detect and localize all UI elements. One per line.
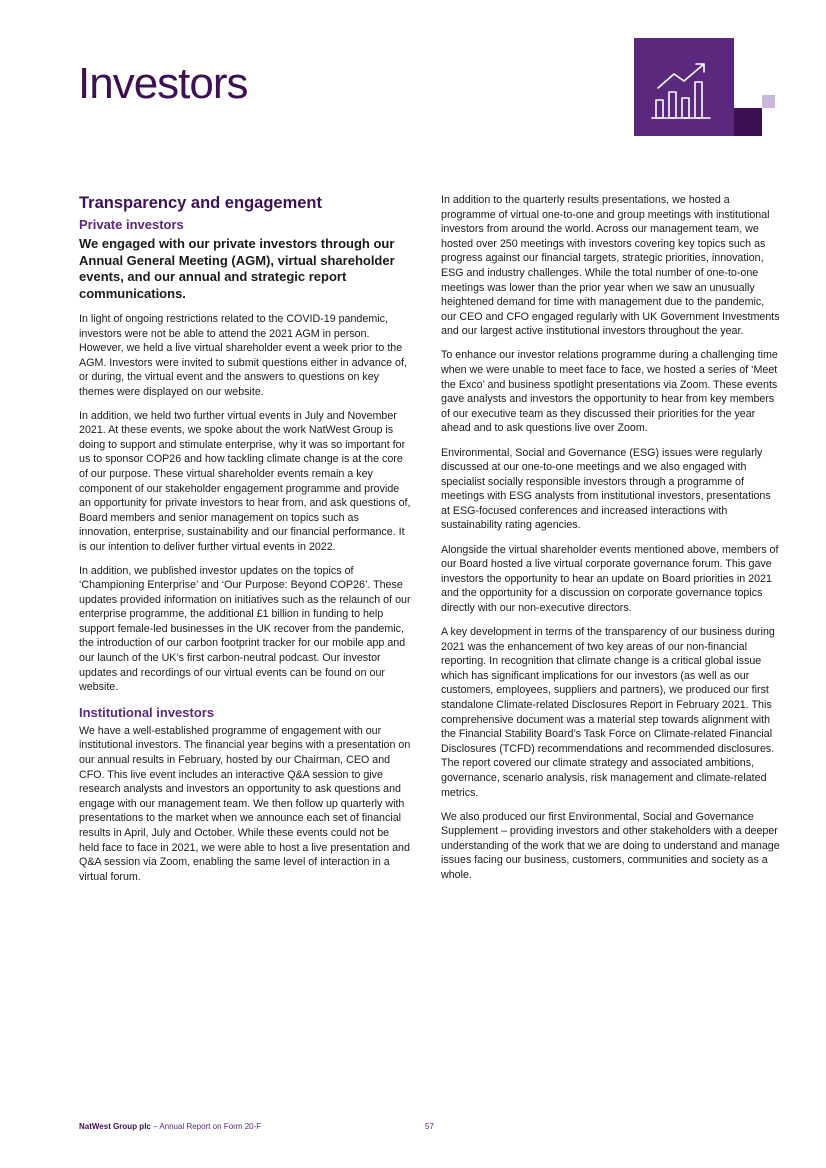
decorative-square-dark — [734, 108, 762, 136]
page-number: 57 — [425, 1122, 434, 1131]
paragraph: We also produced our first Environmental, Social and Governance Supplement – providing investors and other stakeholders with a deeper understanding of the work that we are doing to understand and manage issues facing our business, customers, communities and society as a whole. — [441, 810, 780, 882]
footer-report-name: Annual Report on Form 20-F — [159, 1122, 262, 1131]
left-column — [79, 193, 412, 884]
paragraph: In addition, we published investor updates on the topics of ‘Championing Enterprise’ and ‘Our Purpose: Beyond COP26’. These updates provided information on initiatives such as the relaunch of our enterprise programme, the additional £1 billion in funding to help support female-led businesses in the UK recover from the pandemic, the introduction of our carbon footprint tracker for our mobile app and our launch of the UK’s first carbon-neutral podcast. Our investor updates and recordings of our virtual events can be found on our website. — [79, 564, 411, 694]
paragraph: Environmental, Social and Governance (ESG) issues were regularly discussed at our one-to-one meetings and we also engaged with specialist socially responsible investors through a programme of meetings with ESG analysts from institutional investors, presentations at ESG-focused conferences and increased interactions with sustainability rating agencies. — [441, 446, 771, 532]
paragraph: We have a well-established programme of engagement with our institutional investors. The financial year begins with a presentation on our annual results in February, hosted by our Chairman, CEO and CFO. This live event includes an interactive Q&A session to give research analysts and investors an opportunity to ask questions and engage with our management team. We then follow up quarterly with presentations to the market when we announce each set of financial results in April, July and October. While these events could not be held face to face in 2021, we were able to host a live presentation and Q&A session via Zoom, enabling the same level of interaction in a virtual forum. — [79, 724, 411, 883]
lead-paragraph: We engaged with our private investors through our Annual General Meeting (AGM), virtual shareholder events, and our annual and strategic report communications. — [79, 236, 395, 301]
paragraph: In light of ongoing restrictions related to the COVID-19 pandemic, investors were not be able to attend the 2021 AGM in person. However, we held a live virtual shareholder event a week prior to the AGM. Investors were invited to submit questions either in advance of, or during, the virtual event and the answers to questions on key themes were displayed on our website. — [79, 313, 407, 398]
institutional-investors-heading: Institutional investors — [79, 704, 215, 720]
growth-chart-icon — [634, 38, 734, 136]
section-heading: Transparency and engagement — [79, 194, 322, 212]
footer-brand: NatWest Group plc — [79, 1122, 151, 1131]
paragraph: Alongside the virtual shareholder events mentioned above, members of our Board hosted a live virtual corporate governance forum. This gave investors the opportunity to hear an update on Board priorities in 2021 and the opportunity for a discussion on corporate governance topics directly with our non-executive directors. — [441, 543, 779, 614]
footer — [79, 1122, 261, 1132]
decorative-square-light — [762, 95, 775, 108]
footer-separator: – — [150, 1122, 160, 1131]
paragraph: In addition, we held two further virtual events in July and November 2021. At these events, we spoke about the work NatWest Group is doing to support and stimulate enterprise, why it was so important for us to sponsor COP26 and how tackling climate change is at the core of our purpose. These virtual shareholder events remain a key component of our stakeholder engagement programme and provide an opportunity for private investors to hear from, and ask questions of, Board members and senior management on topics such as innovation, enterprise, sustainability and our financial performance. It is our intention to deliver further virtual events in 2022. — [79, 409, 411, 553]
paragraph: In addition to the quarterly results presentations, we hosted a programme of virtual one-to-one and group meetings with institutional investors from around the world. Across our management team, we hosted over 250 meetings with investors covering key topics such as progress against our financial targets, strategic priorities, innovation, ESG and industry challenges. While the total number of one-to-one meetings was lower than the prior year when we saw an unusually heightened demand for time with management due to the pandemic, our CEO and CFO engaged regularly with UK Government Investments and our largest active institutional investors throughout the year. — [441, 194, 780, 338]
bar-chart-trend-icon — [634, 38, 734, 136]
paragraph: A key development in terms of the transparency of our business during 2021 was the enhancement of two key areas of our non-financial reporting. In recognition that climate change is a critical global issue which has significant implications for our investors (as well as our customers, employees, suppliers and partners), we produced our first standalone Climate-related Disclosures Report in February 2021. This comprehensive document was a material step towards alignment with the Financial Stability Board’s Task Force on Climate-related Financial Disclosures (TCFD) recommendations and recommended disclosures. The report covered our climate strategy and associated ambitions, governance, scenario analysis, risk management and climate-related metrics. — [441, 626, 775, 799]
private-investors-heading: Private investors — [79, 217, 184, 232]
right-column — [441, 193, 781, 892]
page-title: Investors — [78, 59, 248, 108]
paragraph: To enhance our investor relations programme during a challenging time when we were unable to meet face to face, we hosted a series of ‘Meet the Exco’ and business spotlight presentations via Zoom. These events gave analysts and investors the opportunity to hear from key members of our executive team as they discussed their priorities for the year ahead and to ask questions live over Zoom. — [441, 349, 778, 435]
